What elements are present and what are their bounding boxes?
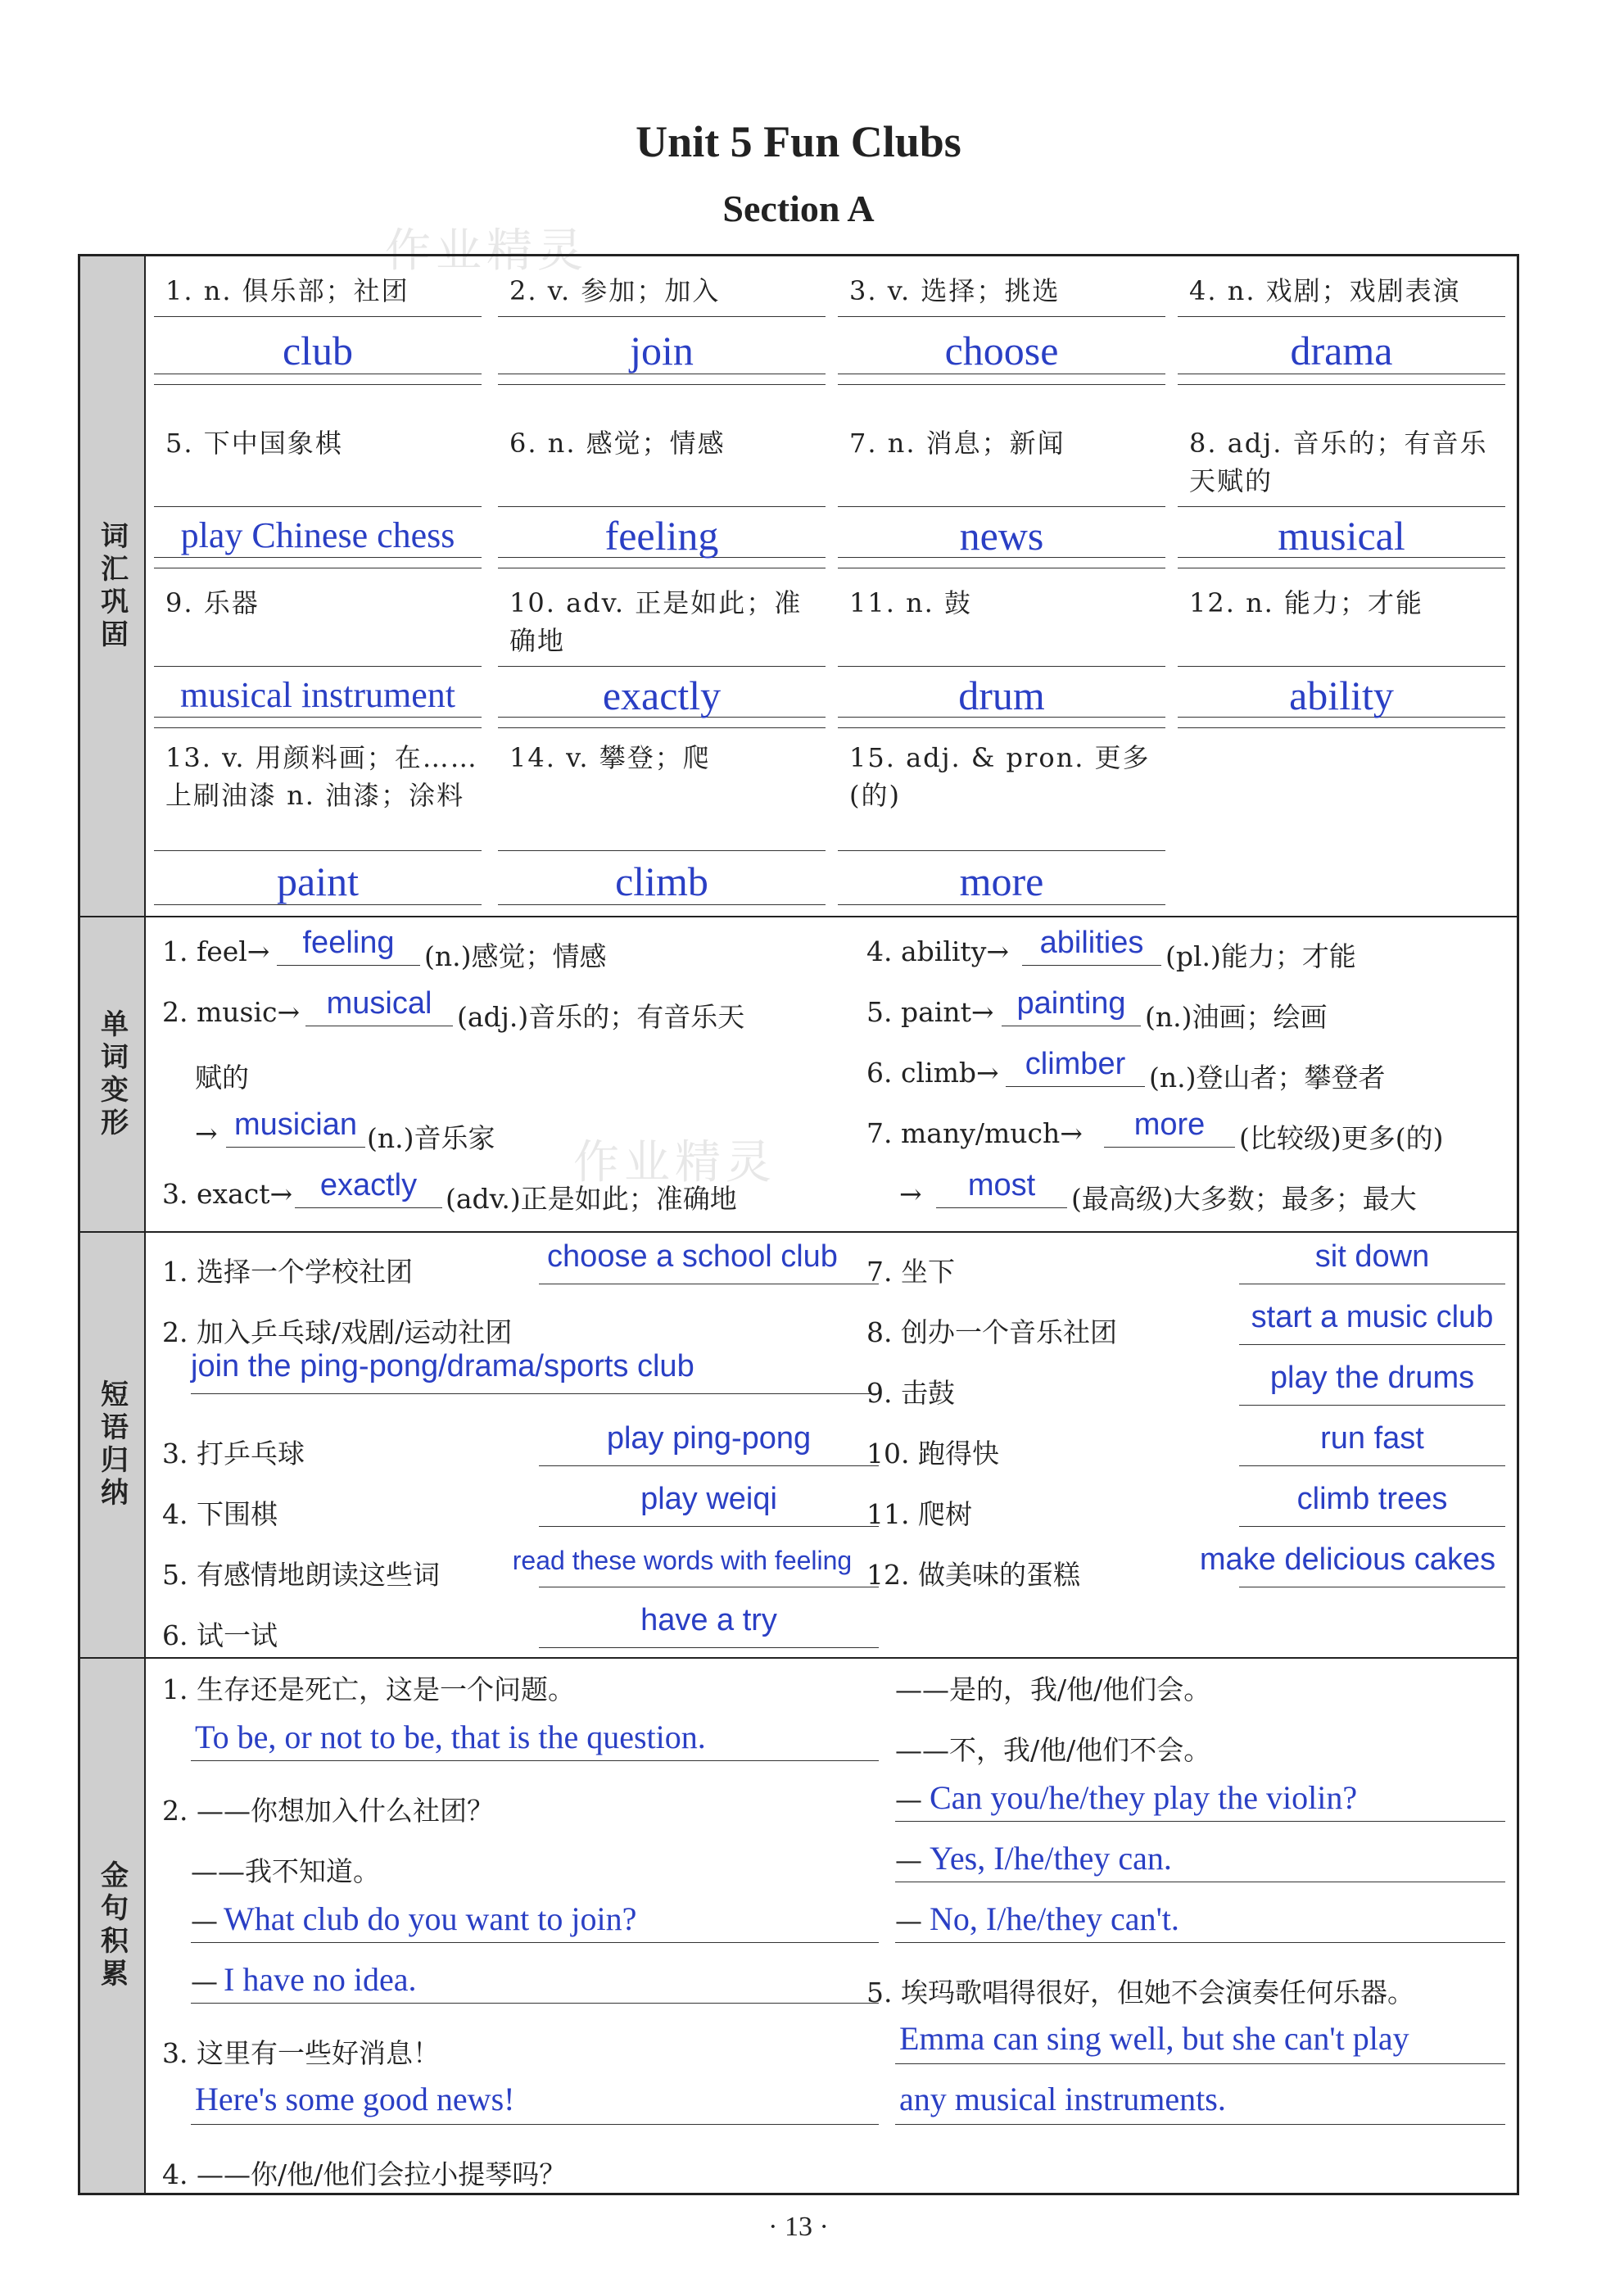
sentence-5-blank-2: [895, 2124, 1505, 2125]
form-1-answer: feeling: [302, 926, 395, 960]
answer-line: [498, 727, 826, 728]
vocab-clue: 14. v. 攀登；爬: [509, 742, 711, 773]
sentence-4-answer-2: Yes, I/he/they can.: [930, 1840, 1172, 1877]
answer-line: [838, 727, 1165, 728]
phrase-12-answer: make delicious cakes: [1199, 1542, 1496, 1577]
vocab-clue: 5. 下中国象棋: [165, 428, 343, 459]
answer-line: [498, 316, 826, 317]
form-7-blank: [1104, 1147, 1235, 1148]
vocab-clue: 10. adv. 正是如此；准确地: [509, 587, 803, 656]
vocab-item-8: [1178, 416, 1505, 572]
sentence-1-prompt: 1. 生存还是死亡，这是一个问题。: [162, 1673, 575, 1705]
phrase-4-blank: [539, 1526, 879, 1527]
phrase-5-answer: read these words with feeling: [512, 1546, 853, 1575]
form-7b-suffix: (最高级)大多数；最多；最大: [1071, 1183, 1417, 1215]
sentence-5-answer-2: any musical instruments.: [899, 2081, 1226, 2117]
sentence-2-blank-1: [191, 1942, 879, 1943]
answer-line: [154, 384, 482, 385]
phrase-1-answer: choose a school club: [547, 1239, 838, 1274]
vocab-answer: play Chinese chess: [180, 515, 455, 555]
sentences-section-label: 金句积累: [80, 1659, 146, 2193]
vocab-clue: 11. n. 鼓: [849, 587, 973, 618]
phrase-6-blank: [539, 1647, 879, 1648]
phrase-6-clue: 6. 试一试: [162, 1619, 278, 1651]
sentence-2-answer-2: I have no idea.: [224, 1961, 417, 1998]
sentence-2-answer-1: What club do you want to join?: [224, 1900, 637, 1937]
vocab-clue: 9. 乐器: [165, 587, 260, 618]
sentence-4-blank-3: [895, 1942, 1505, 1943]
phrase-3-answer: play ping-pong: [606, 1421, 812, 1456]
vocab-item-9: [154, 576, 482, 731]
phrase-7-answer: sit down: [1314, 1239, 1430, 1274]
vocab-section: [80, 256, 1517, 916]
form-6-prefix: 6. climb→: [866, 1057, 999, 1089]
phrase-8-answer: start a music club: [1251, 1300, 1494, 1334]
sentence-4-blank-1: [895, 1821, 1505, 1822]
phrase-4-answer: play weiqi: [640, 1482, 777, 1516]
phrases-section: [80, 1231, 1517, 1657]
sentence-2-blank-2: [191, 2003, 879, 2004]
answer-line: [498, 850, 826, 851]
phrase-2-clue: 2. 加入乒乓球/戏剧/运动社团: [162, 1316, 513, 1348]
answer-line: [154, 666, 482, 667]
form-2-continued: 赋的: [195, 1062, 249, 1094]
sentence-4-answer-3: No, I/he/they can't.: [930, 1900, 1179, 1937]
vocab-clue: 12. n. 能力；才能: [1189, 587, 1424, 618]
phrase-11-blank: [1239, 1526, 1505, 1527]
form-2b-suffix: (n.)音乐家: [367, 1122, 495, 1154]
phrase-7-clue: 7. 坐下: [866, 1256, 955, 1288]
form-2-answer: musical: [326, 986, 432, 1021]
answer-line: [838, 850, 1165, 851]
vocab-item-11: [838, 576, 1165, 731]
sentence-5-answer-1: Emma can sing well, but she can't play: [899, 2020, 1409, 2057]
form-3-blank: [295, 1207, 442, 1208]
phrase-10-clue: 10. 跑得快: [866, 1438, 999, 1470]
answer-line: [1178, 506, 1505, 507]
answer-line: [1178, 384, 1505, 385]
form-2-suffix: (adj.)音乐的；有音乐天: [457, 1001, 745, 1033]
vocab-section-label: 词汇巩固: [80, 256, 146, 916]
vocab-clue: 15. adj. & pron. 更多(的): [849, 742, 1151, 811]
answer-line: [154, 850, 482, 851]
phrase-2-blank: [191, 1393, 879, 1394]
answer-line: [838, 666, 1165, 667]
phrase-5-clue: 5. 有感情地朗读这些词: [162, 1559, 440, 1591]
answer-line: [498, 904, 826, 905]
sentence-1-blank: [191, 1760, 879, 1761]
vocab-item-6: [498, 416, 826, 572]
watermark: 作业精灵: [385, 224, 588, 278]
form-2-prefix: 2. music→: [162, 996, 301, 1028]
vocab-item-3: [838, 269, 1165, 412]
form-5-answer: painting: [1016, 986, 1126, 1021]
phrase-3-blank: [539, 1465, 879, 1466]
answer-line: [838, 384, 1165, 385]
vocab-item-13: [154, 736, 482, 908]
answer-line: [498, 666, 826, 667]
phrase-8-blank: [1239, 1344, 1505, 1345]
page-title: Unit 5 Fun Clubs: [636, 117, 961, 166]
form-7b-prefix: →: [899, 1178, 922, 1210]
forms-section: [80, 916, 1517, 1231]
form-2b-answer: musician: [234, 1107, 357, 1142]
form-1-suffix: (n.)感觉；情感: [424, 940, 607, 972]
phrase-1-clue: 1. 选择一个学校社团: [162, 1256, 413, 1288]
phrase-9-blank: [1239, 1405, 1505, 1406]
answer-line: [154, 316, 482, 317]
dash: —: [895, 1844, 922, 1876]
vocab-clue: 6. n. 感觉；情感: [509, 428, 726, 459]
form-4-answer: abilities: [1039, 926, 1144, 960]
phrase-9-answer: play the drums: [1269, 1361, 1475, 1395]
vocab-answer: news: [959, 513, 1044, 559]
form-5-prefix: 5. paint→: [866, 996, 994, 1028]
vocab-answer: paint: [277, 858, 359, 904]
vocab-clue: 2. v. 参加；加入: [509, 275, 721, 306]
section-subtitle: Section A: [722, 188, 875, 229]
phrase-11-answer: climb trees: [1296, 1482, 1448, 1516]
vocab-answer: drum: [958, 672, 1045, 718]
form-4-blank: [1022, 965, 1161, 966]
vocab-clue: 3. v. 选择；挑选: [849, 275, 1061, 306]
answer-line: [1178, 666, 1505, 667]
answer-line: [154, 506, 482, 507]
sentence-4-prompt: 4. ——你/他/他们会拉小提琴吗？: [162, 2158, 567, 2190]
form-4-suffix: (pl.)能力；才能: [1165, 940, 1356, 972]
form-3-answer: exactly: [319, 1168, 418, 1202]
forms-section-label: 单词变形: [80, 917, 146, 1231]
vocab-clue: 7. n. 消息；新闻: [849, 428, 1065, 459]
phrase-9-clue: 9. 击鼓: [866, 1377, 955, 1409]
vocab-item-5: [154, 416, 482, 572]
form-7-answer: more: [1133, 1107, 1206, 1142]
vocab-clue: 13. v. 用颜料画；在……上刷油漆 n. 油漆；涂料: [165, 742, 478, 811]
sentence-3-blank: [191, 2124, 879, 2125]
answer-line: [1178, 727, 1505, 728]
answer-line: [154, 727, 482, 728]
phrase-2-answer: join the ping-pong/drama/sports club: [191, 1349, 694, 1383]
form-2b-blank: [226, 1147, 365, 1148]
form-7b-answer: most: [967, 1168, 1036, 1202]
vocab-item-14: [498, 736, 826, 908]
vocab-answer: join: [630, 328, 694, 374]
form-1-blank: [277, 965, 420, 966]
phrase-3-clue: 3. 打乒乓球: [162, 1438, 305, 1470]
form-3-suffix: (adv.)正是如此；准确地: [446, 1183, 737, 1215]
form-2b-prefix: →: [195, 1117, 218, 1149]
phrase-10-answer: run fast: [1320, 1421, 1424, 1456]
answer-line: [498, 384, 826, 385]
form-7-suffix: (比较级)更多(的): [1239, 1122, 1444, 1154]
form-1-prefix: 1. feel→: [162, 935, 270, 967]
form-5-suffix: (n.)油画；绘画: [1145, 1001, 1328, 1033]
form-6-blank: [1006, 1086, 1145, 1087]
form-6-suffix: (n.)登山者；攀登者: [1149, 1062, 1386, 1094]
dash: —: [895, 1783, 922, 1815]
form-7-prefix: 7. many/much→: [866, 1117, 1083, 1149]
vocab-answer: ability: [1289, 672, 1394, 718]
answer-line: [1178, 316, 1505, 317]
answer-line: [498, 506, 826, 507]
vocab-item-2: [498, 269, 826, 412]
vocab-answer: club: [282, 328, 354, 374]
vocab-clue: 1. n. 俱乐部；社团: [165, 275, 409, 306]
answer-line: [838, 316, 1165, 317]
sentence-2-prompt: 2. ——你想加入什么社团？: [162, 1795, 494, 1827]
vocab-item-1: [154, 269, 482, 412]
vocab-answer: more: [959, 858, 1044, 904]
sentence-4-reply-no: ——不，我/他/他们不会。: [895, 1734, 1211, 1766]
vocab-answer: feeling: [604, 513, 719, 559]
phrase-10-blank: [1239, 1465, 1505, 1466]
watermark: 作业精灵: [573, 1136, 776, 1189]
vocab-answer: drama: [1290, 328, 1393, 374]
sentence-5-blank-1: [895, 2063, 1505, 2064]
vocab-item-12: [1178, 576, 1505, 731]
page-number: · 13 ·: [768, 2212, 829, 2242]
dash: —: [191, 1965, 218, 1997]
vocab-item-10: [498, 576, 826, 731]
form-7b-blank: [936, 1207, 1067, 1208]
sentence-1-answer: To be, or not to be, that is the question.: [195, 1719, 706, 1755]
form-3-prefix: 3. exact→: [162, 1178, 293, 1210]
sentence-2-reply: ——我不知道。: [191, 1855, 380, 1887]
sentence-4-reply-yes: ——是的，我/他/他们会。: [895, 1673, 1211, 1705]
vocab-clue: 8. adj. 音乐的；有音乐天赋的: [1189, 428, 1488, 496]
answer-line: [838, 904, 1165, 905]
sentence-3-answer: Here's some good news!: [195, 2081, 515, 2117]
vocab-answer: climb: [615, 858, 708, 904]
sentence-3-prompt: 3. 这里有一些好消息！: [162, 2037, 440, 2069]
answer-line: [154, 904, 482, 905]
worksheet-frame: [78, 254, 1519, 2195]
vocab-answer: choose: [944, 328, 1059, 374]
answer-line: [838, 506, 1165, 507]
vocab-clue: 4. n. 戏剧；戏剧表演: [1189, 275, 1461, 306]
sentence-4-answer-1: Can you/he/they play the violin?: [930, 1779, 1358, 1816]
vocab-item-15: [838, 736, 1165, 908]
vocab-answer: musical instrument: [179, 675, 456, 715]
phrase-11-clue: 11. 爬树: [866, 1498, 972, 1530]
phrase-8-clue: 8. 创办一个音乐社团: [866, 1316, 1117, 1348]
phrase-12-clue: 12. 做美味的蛋糕: [866, 1559, 1080, 1591]
vocab-item-7: [838, 416, 1165, 572]
phrases-section-label: 短语归纳: [80, 1233, 146, 1657]
dash: —: [191, 1904, 218, 1936]
vocab-item-4: [1178, 269, 1505, 412]
sentence-5-prompt: 5. 埃玛歌唱得很好，但她不会演奏任何乐器。: [866, 1977, 1414, 2008]
phrase-6-answer: have a try: [640, 1603, 777, 1637]
phrase-4-clue: 4. 下围棋: [162, 1498, 278, 1530]
sentences-section: [80, 1657, 1517, 2193]
form-4-prefix: 4. ability→: [866, 935, 1009, 967]
form-6-answer: climber: [1025, 1047, 1126, 1081]
vocab-answer: musical: [1278, 513, 1405, 559]
dash: —: [895, 1904, 922, 1936]
vocab-answer: exactly: [602, 672, 722, 718]
